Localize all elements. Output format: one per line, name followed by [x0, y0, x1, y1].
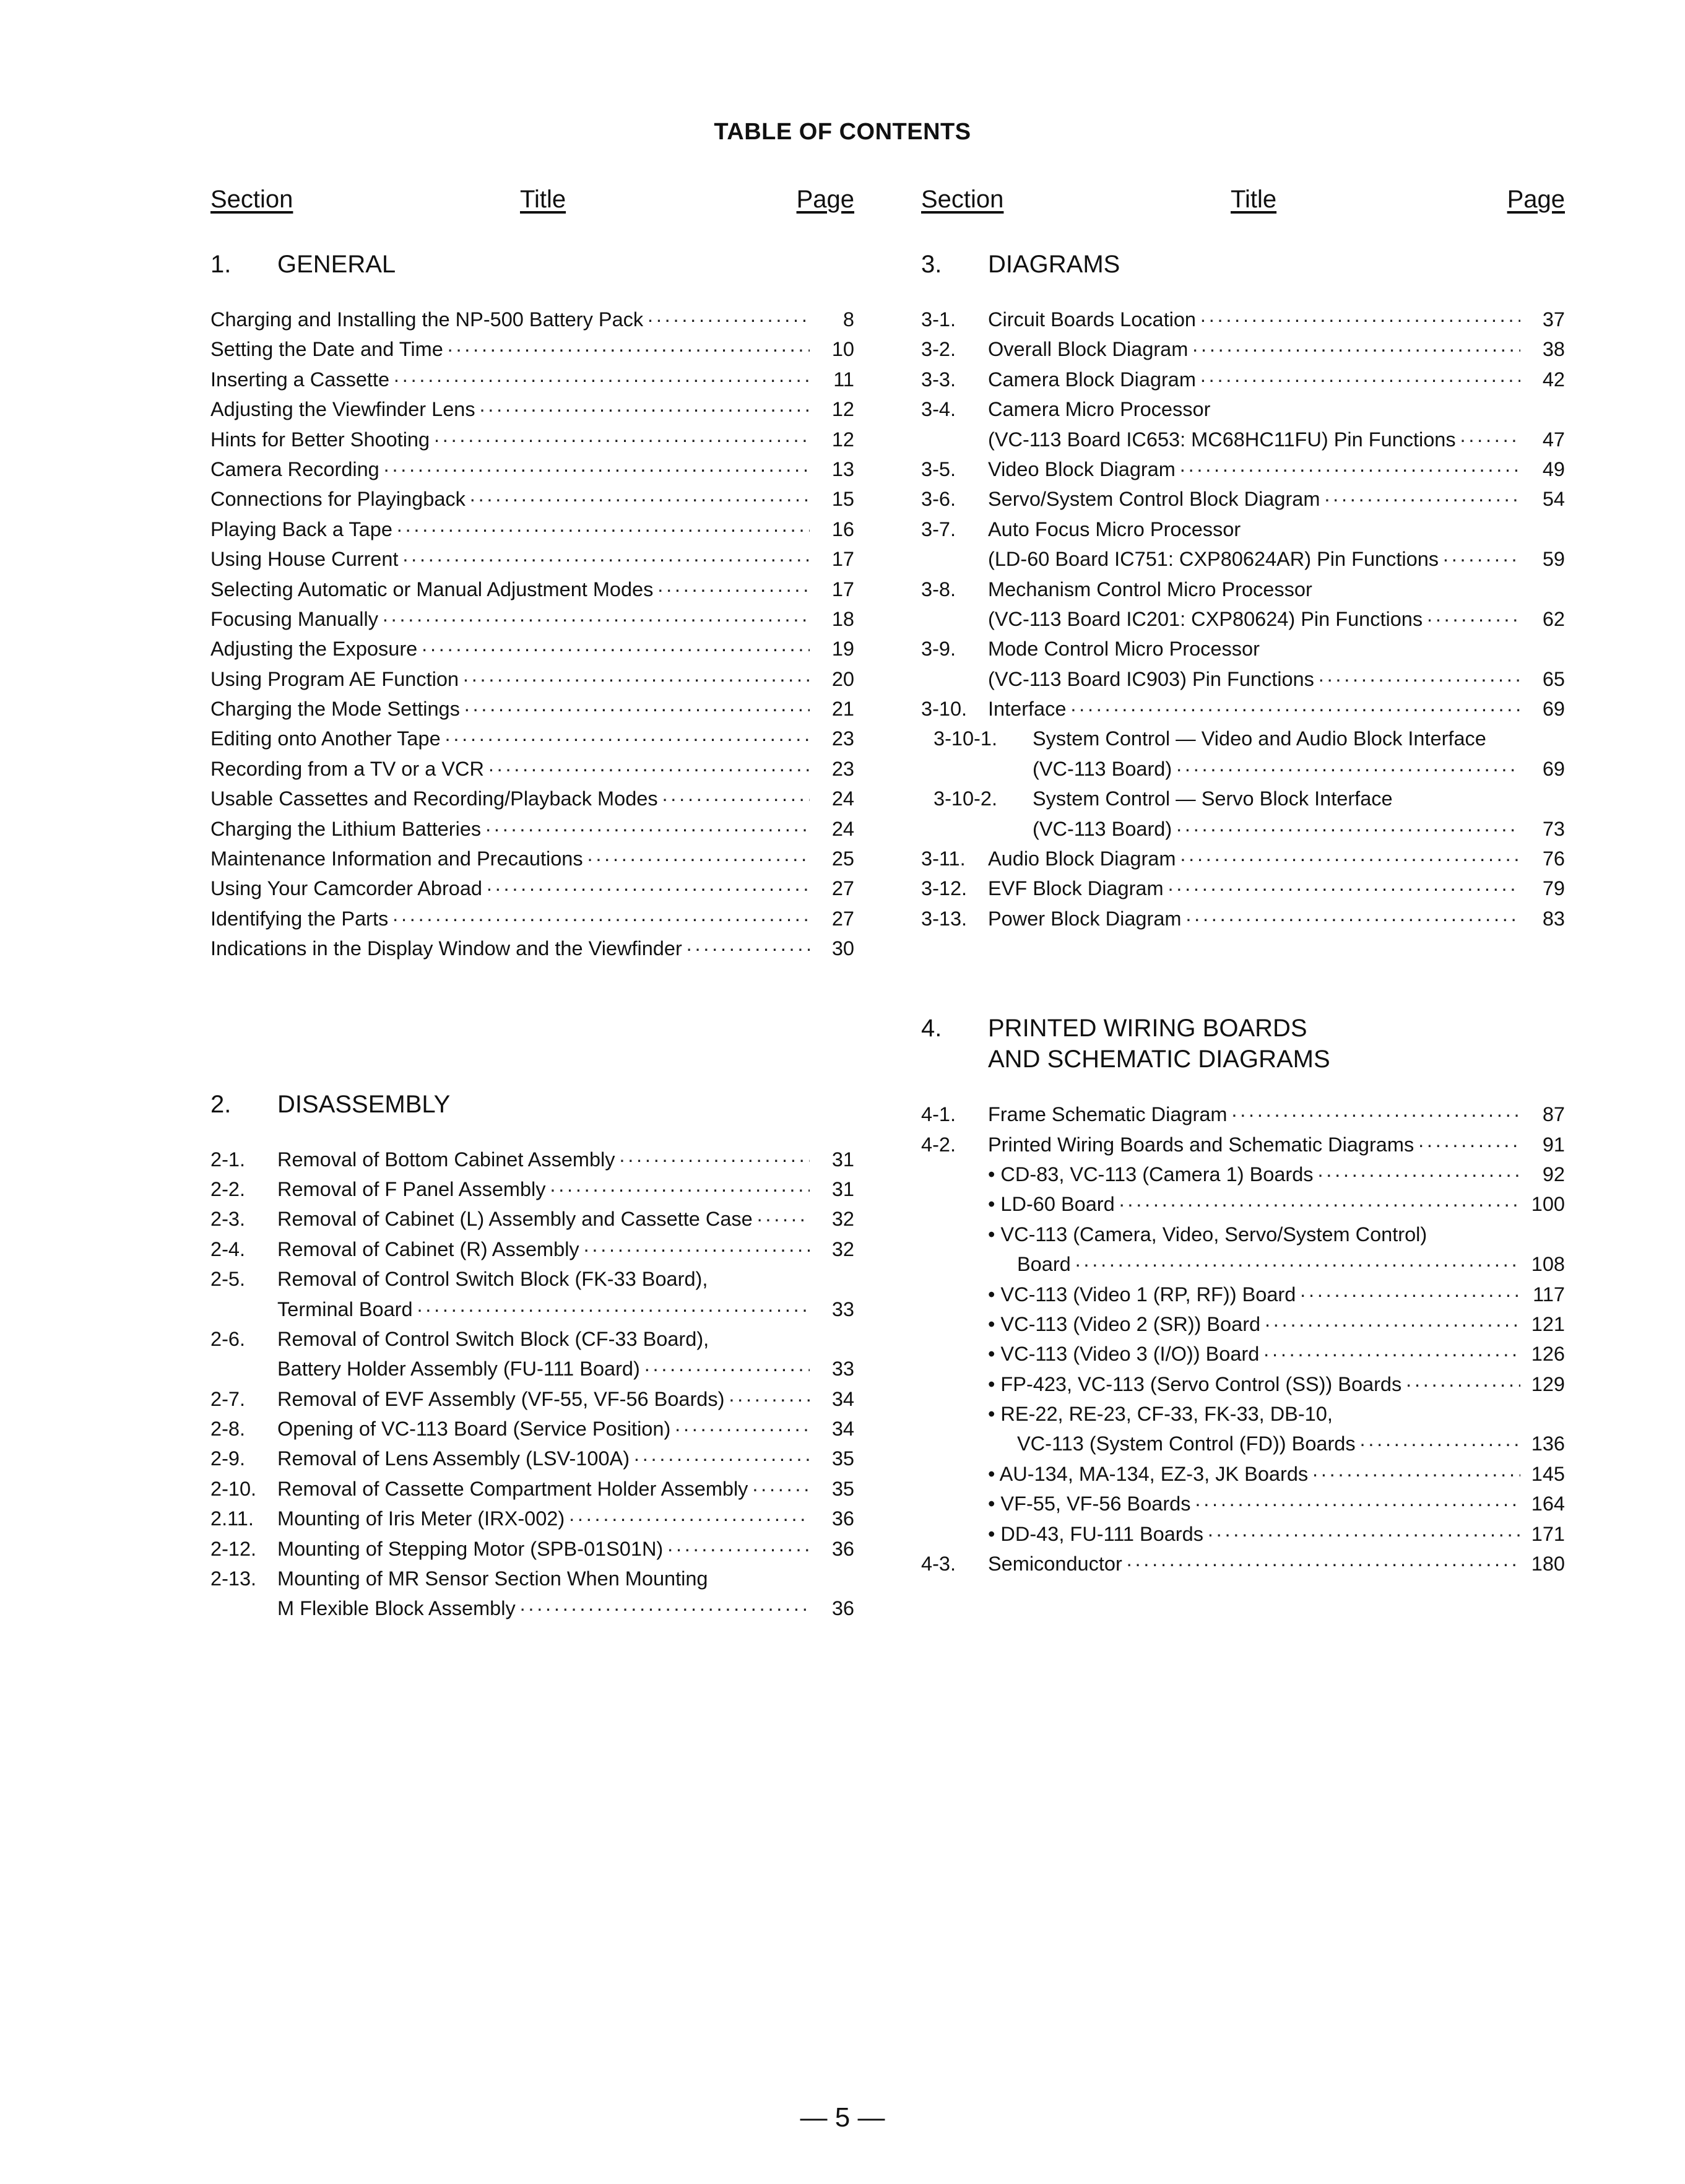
- toc-entry[interactable]: 3-3. Camera Block Diagram ····· 42: [921, 365, 1565, 394]
- toc-entry[interactable]: Using Your Camcorder Abroad ····· 27: [210, 873, 854, 903]
- toc-entry[interactable]: 3-11. Audio Block Diagram ····· 76: [921, 844, 1565, 873]
- toc-entry[interactable]: 3-10-1. System Control — Video and Audio Block Interface: [933, 727, 1486, 750]
- toc-entry[interactable]: Editing onto Another Tape ····· 23: [210, 724, 854, 753]
- toc-entry[interactable]: Charging the Lithium Batteries ····· 24: [210, 814, 854, 844]
- toc-entry[interactable]: Recording from a TV or a VCR ····· 23: [210, 754, 854, 784]
- toc-entry[interactable]: 2-5. Removal of Control Switch Block (FK-33 Board),: [210, 1268, 708, 1291]
- toc-bullet-entry-continued[interactable]: VC-113 (System Control (FD)) Boards ····· 136: [1017, 1429, 1565, 1459]
- toc-entry-continued[interactable]: (LD-60 Board IC751: CXP80624AR) Pin Functions ····· 59: [988, 544, 1565, 574]
- toc-entry[interactable]: 3-6. Servo/System Control Block Diagram ····· 54: [921, 484, 1565, 514]
- toc-entry[interactable]: 2.11. Mounting of Iris Meter (IRX-002) ····· 36: [210, 1504, 854, 1533]
- section-heading-general: 1. GENERAL: [210, 251, 396, 278]
- toc-entry-continued[interactable]: (VC-113 Board) ····· 73: [1033, 814, 1565, 844]
- toc-entry[interactable]: 3-10-2. System Control — Servo Block Interface: [933, 787, 1393, 810]
- pwb-entries: [921, 1099, 1565, 1579]
- toc-bullet-entry[interactable]: • VC-113 (Video 3 (I/O)) Board ····· 126: [988, 1339, 1565, 1369]
- toc-entry[interactable]: Indications in the Display Window and the Viewfinder ····· 30: [210, 934, 854, 963]
- column-header: [210, 186, 854, 223]
- toc-right-column: [921, 186, 1565, 1579]
- toc-entry[interactable]: 3-8. Mechanism Control Micro Processor: [921, 578, 1312, 600]
- page-number: — 5 —: [800, 2102, 885, 2133]
- toc-bullet-entry[interactable]: • VC-113 (Camera, Video, Servo/System Control): [988, 1220, 1565, 1249]
- column-header: [921, 186, 1565, 223]
- toc-entry[interactable]: 2-2. Removal of F Panel Assembly ····· 31: [210, 1174, 854, 1204]
- toc-entry[interactable]: Connections for Playingback ····· 15: [210, 484, 854, 514]
- toc-entry[interactable]: 3-9. Mode Control Micro Processor: [921, 638, 1260, 661]
- toc-entry[interactable]: 2-4. Removal of Cabinet (R) Assembly ····· 32: [210, 1234, 854, 1264]
- toc-entry[interactable]: Playing Back a Tape ····· 16: [210, 514, 854, 544]
- toc-entry[interactable]: Usable Cassettes and Recording/Playback Modes ····· 24: [210, 784, 854, 813]
- page-title: TABLE OF CONTENTS: [714, 119, 971, 145]
- toc-entry[interactable]: Identifying the Parts ····· 27: [210, 904, 854, 934]
- toc-entry-continued[interactable]: M Flexible Block Assembly ····· 36: [277, 1593, 854, 1623]
- toc-entry[interactable]: 2-9. Removal of Lens Assembly (LSV-100A) ····· 35: [210, 1444, 854, 1474]
- toc-entry[interactable]: 2-8. Opening of VC-113 Board (Service Position) ····· 34: [210, 1414, 854, 1444]
- toc-entry[interactable]: 2-3. Removal of Cabinet (L) Assembly and Cassette Case ····· 32: [210, 1204, 854, 1234]
- header-title: Title: [520, 186, 566, 213]
- toc-entry[interactable]: Charging and Installing the NP-500 Battery Pack ····· 8: [210, 305, 854, 334]
- toc-entry[interactable]: 2-10. Removal of Cassette Compartment Holder Assembly ····· 35: [210, 1474, 854, 1504]
- toc-entry[interactable]: 3-7. Auto Focus Micro Processor: [921, 518, 1241, 540]
- toc-bullet-entry[interactable]: • AU-134, MA-134, EZ-3, JK Boards ····· 145: [988, 1459, 1565, 1489]
- toc-entry[interactable]: 2-1. Removal of Bottom Cabinet Assembly ····· 31: [210, 1145, 854, 1174]
- toc-entry[interactable]: 4-2. Printed Wiring Boards and Schematic Diagrams ····· 91: [921, 1130, 1565, 1159]
- toc-entry-continued[interactable]: Battery Holder Assembly (FU-111 Board) ····· 33: [277, 1354, 854, 1384]
- toc-bullet-entry[interactable]: • VC-113 (Video 1 (RP, RF)) Board ····· 117: [988, 1280, 1565, 1309]
- header-page: Page: [1507, 186, 1565, 213]
- toc-entry[interactable]: 4-1. Frame Schematic Diagram ····· 87: [921, 1099, 1565, 1129]
- toc-entry[interactable]: 3-1. Circuit Boards Location ····· 37: [921, 305, 1565, 334]
- toc-entry[interactable]: Using Program AE Function ····· 20: [210, 664, 854, 694]
- toc-entry[interactable]: 4-3. Semiconductor ····· 180: [921, 1549, 1565, 1579]
- toc-bullet-entry-continued[interactable]: Board ····· 108: [1017, 1249, 1565, 1279]
- header-section: Section: [921, 186, 1004, 213]
- section-heading-pwb: 4. PRINTED WIRING BOARDS AND SCHEMATIC DIAGRAMS: [921, 1015, 1330, 1073]
- toc-entry[interactable]: 2-13. Mounting of MR Sensor Section When Mounting: [210, 1567, 708, 1590]
- header-section: Section: [210, 186, 293, 213]
- toc-bullet-entry[interactable]: • FP-423, VC-113 (Servo Control (SS)) Boards ····· 129: [988, 1369, 1565, 1399]
- toc-entry[interactable]: 2-12. Mounting of Stepping Motor (SPB-01S01N) ····· 36: [210, 1534, 854, 1564]
- toc-entry[interactable]: Focusing Manually ····· 18: [210, 604, 854, 634]
- toc-bullet-entry[interactable]: • DD-43, FU-111 Boards ····· 171: [988, 1519, 1565, 1549]
- toc-entry[interactable]: 3-10. Interface ····· 69: [921, 694, 1565, 724]
- toc-bullet-entry[interactable]: • CD-83, VC-113 (Camera 1) Boards ····· 92: [988, 1159, 1565, 1189]
- toc-entry[interactable]: Adjusting the Exposure ····· 19: [210, 634, 854, 664]
- toc-entry-continued[interactable]: (VC-113 Board IC903) Pin Functions ····· 65: [988, 664, 1565, 694]
- toc-entry-continued[interactable]: (VC-113 Board) ····· 69: [1033, 754, 1565, 784]
- toc-entry[interactable]: Adjusting the Viewfinder Lens ····· 12: [210, 394, 854, 424]
- section-heading-disassembly: 2. DISASSEMBLY: [210, 1090, 451, 1118]
- toc-entry[interactable]: Hints for Better Shooting ····· 12: [210, 425, 854, 454]
- header-title: Title: [1231, 186, 1277, 213]
- header-page: Page: [796, 186, 854, 213]
- toc-entry[interactable]: Maintenance Information and Precautions ····· 25: [210, 844, 854, 873]
- diagrams-entries: [921, 305, 1565, 934]
- toc-entry[interactable]: 3-5. Video Block Diagram ····· 49: [921, 454, 1565, 484]
- toc-entry[interactable]: Charging the Mode Settings ····· 21: [210, 694, 854, 724]
- toc-bullet-entry[interactable]: • VF-55, VF-56 Boards ····· 164: [988, 1489, 1565, 1519]
- toc-entry[interactable]: Inserting a Cassette ····· 11: [210, 365, 854, 394]
- toc-entry-continued[interactable]: Terminal Board ····· 33: [277, 1294, 854, 1324]
- toc-entry[interactable]: 2-7. Removal of EVF Assembly (VF-55, VF-56 Boards) ····· 34: [210, 1384, 854, 1414]
- toc-entry[interactable]: 3-4. Camera Micro Processor: [921, 398, 1211, 421]
- toc-bullet-entry[interactable]: • RE-22, RE-23, CF-33, FK-33, DB-10,: [988, 1399, 1565, 1429]
- toc-entry[interactable]: Setting the Date and Time ····· 10: [210, 334, 854, 364]
- toc-entry[interactable]: Using House Current ····· 17: [210, 544, 854, 574]
- toc-entry[interactable]: 3-2. Overall Block Diagram ····· 38: [921, 334, 1565, 364]
- toc-entry[interactable]: Camera Recording ····· 13: [210, 454, 854, 484]
- disassembly-entries: [210, 1145, 854, 1624]
- toc-entry[interactable]: Selecting Automatic or Manual Adjustment Modes ····· 17: [210, 574, 854, 604]
- toc-left-column: [210, 186, 854, 1624]
- toc-entry[interactable]: 3-12. EVF Block Diagram ····· 79: [921, 873, 1565, 903]
- toc-entry-continued[interactable]: (VC-113 Board IC201: CXP80624) Pin Functions ····· 62: [988, 604, 1565, 634]
- toc-entry-continued[interactable]: (VC-113 Board IC653: MC68HC11FU) Pin Functions ····· 47: [988, 425, 1565, 454]
- toc-bullet-entry[interactable]: • VC-113 (Video 2 (SR)) Board ····· 121: [988, 1309, 1565, 1339]
- toc-bullet-entry[interactable]: • LD-60 Board ····· 100: [988, 1189, 1565, 1219]
- toc-entry[interactable]: 3-13. Power Block Diagram ····· 83: [921, 904, 1565, 934]
- toc-entry[interactable]: 2-6. Removal of Control Switch Block (CF-33 Board),: [210, 1327, 709, 1350]
- general-entries: [210, 305, 854, 964]
- section-heading-diagrams: 3. DIAGRAMS: [921, 251, 1120, 278]
